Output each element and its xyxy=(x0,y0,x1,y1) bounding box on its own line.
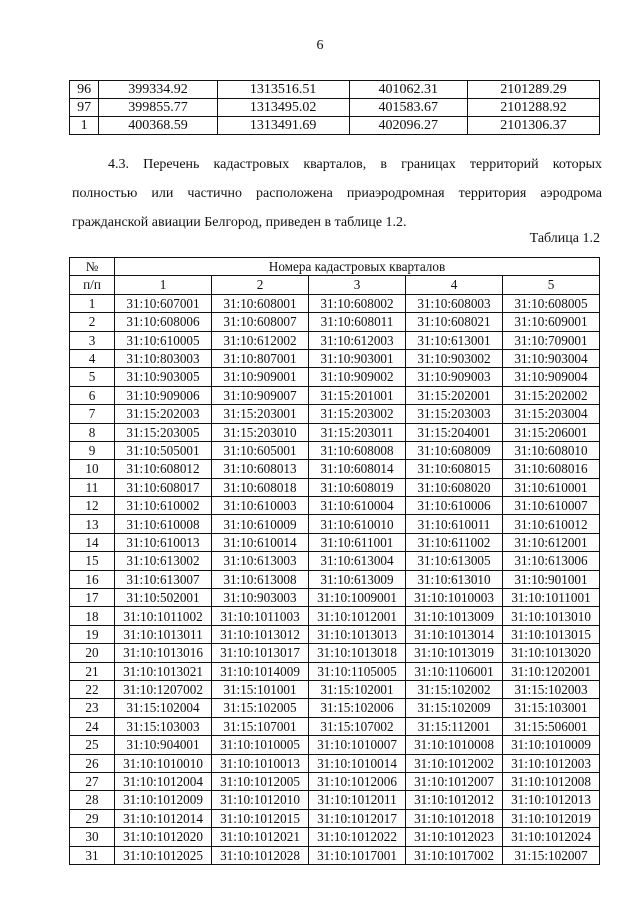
cadastral-number: 31:10:1012005 xyxy=(212,772,309,790)
cadastral-number: 31:10:1010014 xyxy=(309,754,406,772)
cadastral-number: 31:10:608010 xyxy=(503,441,600,459)
row-number: 18 xyxy=(70,607,115,625)
cadastral-number: 31:10:1012009 xyxy=(115,791,212,809)
table-cell: 1 xyxy=(70,117,99,135)
row-number: 16 xyxy=(70,570,115,588)
cadastral-number: 31:10:611001 xyxy=(309,533,406,551)
cadastral-number: 31:10:901001 xyxy=(503,570,600,588)
cadastral-number: 31:10:1017001 xyxy=(309,846,406,864)
cadastral-number: 31:10:1013018 xyxy=(309,644,406,662)
column-number: 5 xyxy=(503,276,600,294)
table-cell: 400368.59 xyxy=(99,117,217,135)
paragraph-line: полностью или частично расположена приаэродромная территория аэродрома xyxy=(72,186,602,201)
cadastral-number: 31:10:610006 xyxy=(406,497,503,515)
cadastral-number: 31:10:903003 xyxy=(212,589,309,607)
table-row xyxy=(70,680,600,698)
table-row xyxy=(70,405,600,423)
table-row xyxy=(70,809,600,827)
cadastral-number: 31:15:101001 xyxy=(212,680,309,698)
cadastral-number: 31:10:610009 xyxy=(212,515,309,533)
cadastral-number: 31:10:1013013 xyxy=(309,625,406,643)
row-number: 22 xyxy=(70,680,115,698)
cadastral-number: 31:10:612002 xyxy=(212,331,309,349)
cadastral-number: 31:10:1012018 xyxy=(406,809,503,827)
row-number: 12 xyxy=(70,497,115,515)
cadastral-number: 31:10:1013020 xyxy=(503,644,600,662)
cadastral-number: 31:10:1202001 xyxy=(503,662,600,680)
cadastral-number: 31:10:909007 xyxy=(212,386,309,404)
cadastral-number: 31:15:506001 xyxy=(503,717,600,735)
cadastral-number: 31:10:807001 xyxy=(212,349,309,367)
table-row xyxy=(70,717,600,735)
cadastral-number: 31:15:202003 xyxy=(115,405,212,423)
table-row xyxy=(70,441,600,459)
coordinates-table xyxy=(69,80,600,135)
row-number: 6 xyxy=(70,386,115,404)
table-cell: 96 xyxy=(70,81,99,99)
table-row xyxy=(70,552,600,570)
table-row xyxy=(70,349,600,367)
table-row xyxy=(70,478,600,496)
table-row xyxy=(70,386,600,404)
table-row xyxy=(70,736,600,754)
cadastral-number: 31:10:612001 xyxy=(503,533,600,551)
header-title: Номера кадастровых кварталов xyxy=(115,258,600,276)
cadastral-number: 31:10:608020 xyxy=(406,478,503,496)
cadastral-number: 31:10:613001 xyxy=(406,331,503,349)
cadastral-number: 31:10:1013011 xyxy=(115,625,212,643)
row-number: 5 xyxy=(70,368,115,386)
cadastral-number: 31:10:1013021 xyxy=(115,662,212,680)
cadastral-number: 31:15:107002 xyxy=(309,717,406,735)
cadastral-number: 31:15:202001 xyxy=(406,386,503,404)
cadastral-number: 31:10:1010007 xyxy=(309,736,406,754)
row-number: 30 xyxy=(70,828,115,846)
table-row xyxy=(70,846,600,864)
row-number: 7 xyxy=(70,405,115,423)
cadastral-number: 31:10:610003 xyxy=(212,497,309,515)
cadastral-number: 31:15:203011 xyxy=(309,423,406,441)
cadastral-number: 31:10:613010 xyxy=(406,570,503,588)
row-number: 29 xyxy=(70,809,115,827)
cadastral-number: 31:15:203005 xyxy=(115,423,212,441)
paragraph xyxy=(72,150,602,237)
cadastral-number: 31:10:1012017 xyxy=(309,809,406,827)
row-number: 31 xyxy=(70,846,115,864)
cadastral-number: 31:10:608014 xyxy=(309,460,406,478)
cadastral-number: 31:15:202002 xyxy=(503,386,600,404)
row-number: 3 xyxy=(70,331,115,349)
cadastral-number: 31:10:1012011 xyxy=(309,791,406,809)
cadastral-number: 31:10:1013009 xyxy=(406,607,503,625)
cadastral-number: 31:10:613007 xyxy=(115,570,212,588)
cadastral-number: 31:15:103001 xyxy=(503,699,600,717)
cadastral-number: 31:10:909002 xyxy=(309,368,406,386)
table-cell: 1313516.51 xyxy=(217,81,349,99)
table-row xyxy=(70,294,600,312)
cadastral-number: 31:10:1106001 xyxy=(406,662,503,680)
cadastral-number: 31:10:607001 xyxy=(115,294,212,312)
table-cell: 1313495.02 xyxy=(217,99,349,117)
row-number: 24 xyxy=(70,717,115,735)
cadastral-number: 31:10:608016 xyxy=(503,460,600,478)
table-cell: 399334.92 xyxy=(99,81,217,99)
cadastral-number: 31:10:1012001 xyxy=(309,607,406,625)
cadastral-number: 31:15:102006 xyxy=(309,699,406,717)
cadastral-number: 31:10:1105005 xyxy=(309,662,406,680)
cadastral-number: 31:15:203001 xyxy=(212,405,309,423)
cadastral-number: 31:10:1012020 xyxy=(115,828,212,846)
row-number: 8 xyxy=(70,423,115,441)
cadastral-number: 31:10:1012021 xyxy=(212,828,309,846)
table-row xyxy=(70,791,600,809)
cadastral-number: 31:10:613004 xyxy=(309,552,406,570)
cadastral-number: 31:10:803003 xyxy=(115,349,212,367)
table-cell: 2101289.29 xyxy=(467,81,599,99)
row-number: 15 xyxy=(70,552,115,570)
cadastral-number: 31:10:610001 xyxy=(503,478,600,496)
cadastral-number: 31:15:112001 xyxy=(406,717,503,735)
cadastral-number: 31:10:1010003 xyxy=(406,589,503,607)
cadastral-number: 31:10:1011001 xyxy=(503,589,600,607)
cadastral-number: 31:10:909001 xyxy=(212,368,309,386)
cadastral-number: 31:10:608015 xyxy=(406,460,503,478)
cadastral-number: 31:10:1011002 xyxy=(115,607,212,625)
table-cell: 399855.77 xyxy=(99,99,217,117)
row-number: 19 xyxy=(70,625,115,643)
cadastral-number: 31:10:608019 xyxy=(309,478,406,496)
cadastral-number: 31:10:1013016 xyxy=(115,644,212,662)
page-number: 6 xyxy=(316,38,324,53)
cadastral-number: 31:10:1013014 xyxy=(406,625,503,643)
paragraph-line: 4.3. Перечень кадастровых кварталов, в границах территорий которых xyxy=(108,157,602,172)
row-number: 25 xyxy=(70,736,115,754)
cadastral-number: 31:10:909003 xyxy=(406,368,503,386)
row-number: 21 xyxy=(70,662,115,680)
cadastral-number: 31:10:613005 xyxy=(406,552,503,570)
cadastral-number: 31:10:610002 xyxy=(115,497,212,515)
cadastral-quarters-table xyxy=(69,257,600,865)
cadastral-number: 31:10:609001 xyxy=(503,313,600,331)
cadastral-number: 31:10:1012019 xyxy=(503,809,600,827)
row-number: 23 xyxy=(70,699,115,717)
row-number: 28 xyxy=(70,791,115,809)
row-number: 14 xyxy=(70,533,115,551)
cadastral-number: 31:15:204001 xyxy=(406,423,503,441)
table-cell: 97 xyxy=(70,99,99,117)
table-row xyxy=(70,699,600,717)
cadastral-number: 31:15:206001 xyxy=(503,423,600,441)
cadastral-number: 31:10:1012013 xyxy=(503,791,600,809)
cadastral-number: 31:15:203003 xyxy=(406,405,503,423)
cadastral-number: 31:10:1011003 xyxy=(212,607,309,625)
table-row xyxy=(70,423,600,441)
cadastral-number: 31:10:903004 xyxy=(503,349,600,367)
paragraph-line: гражданской авиации Белгород, приведен в таблице 1.2. xyxy=(72,215,407,230)
cadastral-number: 31:15:201001 xyxy=(309,386,406,404)
cadastral-number: 31:15:102001 xyxy=(309,680,406,698)
table-row xyxy=(70,625,600,643)
cadastral-number: 31:10:608012 xyxy=(115,460,212,478)
cadastral-number: 31:10:709001 xyxy=(503,331,600,349)
table-cell: 401583.67 xyxy=(349,99,467,117)
table-row xyxy=(70,460,600,478)
cadastral-number: 31:10:613009 xyxy=(309,570,406,588)
cadastral-number: 31:10:608002 xyxy=(309,294,406,312)
cadastral-number: 31:10:1012023 xyxy=(406,828,503,846)
cadastral-number: 31:10:1013019 xyxy=(406,644,503,662)
cadastral-number: 31:10:1013015 xyxy=(503,625,600,643)
table-row xyxy=(70,331,600,349)
cadastral-number: 31:10:1012010 xyxy=(212,791,309,809)
cadastral-number: 31:10:1010013 xyxy=(212,754,309,772)
cadastral-number: 31:10:1012006 xyxy=(309,772,406,790)
row-number: 1 xyxy=(70,294,115,312)
table-row xyxy=(70,754,600,772)
row-number: 26 xyxy=(70,754,115,772)
table-row xyxy=(70,644,600,662)
cadastral-number: 31:10:1012003 xyxy=(503,754,600,772)
row-number: 27 xyxy=(70,772,115,790)
cadastral-number: 31:10:608003 xyxy=(406,294,503,312)
cadastral-number: 31:10:903001 xyxy=(309,349,406,367)
cadastral-number: 31:10:1012025 xyxy=(115,846,212,864)
table-row xyxy=(70,662,600,680)
cadastral-number: 31:15:102002 xyxy=(406,680,503,698)
table-row xyxy=(70,607,600,625)
cadastral-number: 31:10:613008 xyxy=(212,570,309,588)
cadastral-number: 31:10:1012014 xyxy=(115,809,212,827)
table-row xyxy=(70,828,600,846)
cadastral-number: 31:10:1010009 xyxy=(503,736,600,754)
table-row xyxy=(70,497,600,515)
cadastral-number: 31:15:102005 xyxy=(212,699,309,717)
cadastral-number: 31:15:102003 xyxy=(503,680,600,698)
table-row xyxy=(70,589,600,607)
cadastral-number: 31:10:610005 xyxy=(115,331,212,349)
cadastral-number: 31:10:1010008 xyxy=(406,736,503,754)
cadastral-number: 31:10:903005 xyxy=(115,368,212,386)
cadastral-number: 31:10:608005 xyxy=(503,294,600,312)
cadastral-number: 31:10:909004 xyxy=(503,368,600,386)
cadastral-number: 31:10:1012022 xyxy=(309,828,406,846)
cadastral-number: 31:10:613006 xyxy=(503,552,600,570)
cadastral-number: 31:15:102004 xyxy=(115,699,212,717)
cadastral-number: 31:15:203004 xyxy=(503,405,600,423)
table-row xyxy=(70,99,600,117)
row-number: 20 xyxy=(70,644,115,662)
cadastral-number: 31:10:1012015 xyxy=(212,809,309,827)
cadastral-number: 31:10:610010 xyxy=(309,515,406,533)
cadastral-number: 31:15:102009 xyxy=(406,699,503,717)
row-number: 13 xyxy=(70,515,115,533)
column-number: 2 xyxy=(212,276,309,294)
cadastral-number: 31:10:502001 xyxy=(115,589,212,607)
cadastral-number: 31:15:103003 xyxy=(115,717,212,735)
table-caption: Таблица 1.2 xyxy=(529,231,600,246)
cadastral-number: 31:10:909006 xyxy=(115,386,212,404)
cadastral-number: 31:15:107001 xyxy=(212,717,309,735)
cadastral-number: 31:10:608021 xyxy=(406,313,503,331)
cadastral-number: 31:15:203010 xyxy=(212,423,309,441)
cadastral-number: 31:10:610013 xyxy=(115,533,212,551)
cadastral-number: 31:10:608011 xyxy=(309,313,406,331)
table-row xyxy=(70,117,600,135)
cadastral-number: 31:10:608009 xyxy=(406,441,503,459)
column-number: 4 xyxy=(406,276,503,294)
cadastral-number: 31:10:610012 xyxy=(503,515,600,533)
column-number: 1 xyxy=(115,276,212,294)
cadastral-number: 31:10:1013012 xyxy=(212,625,309,643)
header-number-pp: п/п xyxy=(70,276,115,294)
cadastral-number: 31:10:1012028 xyxy=(212,846,309,864)
cadastral-number: 31:10:610007 xyxy=(503,497,600,515)
column-number: 3 xyxy=(309,276,406,294)
table-row xyxy=(70,313,600,331)
row-number: 4 xyxy=(70,349,115,367)
cadastral-number: 31:10:608013 xyxy=(212,460,309,478)
cadastral-number: 31:10:613002 xyxy=(115,552,212,570)
cadastral-number: 31:10:505001 xyxy=(115,441,212,459)
table-cell: 1313491.69 xyxy=(217,117,349,135)
cadastral-number: 31:10:903002 xyxy=(406,349,503,367)
cadastral-number: 31:10:605001 xyxy=(212,441,309,459)
row-number: 9 xyxy=(70,441,115,459)
cadastral-number: 31:10:611002 xyxy=(406,533,503,551)
table-cell: 402096.27 xyxy=(349,117,467,135)
table-row xyxy=(70,515,600,533)
cadastral-number: 31:10:610014 xyxy=(212,533,309,551)
cadastral-number: 31:10:1010005 xyxy=(212,736,309,754)
table-row xyxy=(70,570,600,588)
table-row xyxy=(70,772,600,790)
cadastral-number: 31:10:904001 xyxy=(115,736,212,754)
cadastral-number: 31:10:610011 xyxy=(406,515,503,533)
table-cell: 2101306.37 xyxy=(467,117,599,135)
cadastral-number: 31:10:608006 xyxy=(115,313,212,331)
table-row xyxy=(70,81,600,99)
row-number: 2 xyxy=(70,313,115,331)
cadastral-number: 31:10:608007 xyxy=(212,313,309,331)
cadastral-number: 31:10:610008 xyxy=(115,515,212,533)
cadastral-number: 31:10:1012004 xyxy=(115,772,212,790)
cadastral-number: 31:10:1009001 xyxy=(309,589,406,607)
cadastral-number: 31:10:1012024 xyxy=(503,828,600,846)
cadastral-number: 31:10:612003 xyxy=(309,331,406,349)
cadastral-number: 31:10:1012007 xyxy=(406,772,503,790)
cadastral-number: 31:10:1207002 xyxy=(115,680,212,698)
table-cell: 401062.31 xyxy=(349,81,467,99)
cadastral-number: 31:10:1014009 xyxy=(212,662,309,680)
row-number: 17 xyxy=(70,589,115,607)
row-number: 11 xyxy=(70,478,115,496)
cadastral-number: 31:10:1012008 xyxy=(503,772,600,790)
cadastral-number: 31:10:1012012 xyxy=(406,791,503,809)
cadastral-number: 31:10:610004 xyxy=(309,497,406,515)
cadastral-number: 31:10:1010010 xyxy=(115,754,212,772)
cadastral-number: 31:10:608018 xyxy=(212,478,309,496)
cadastral-number: 31:15:203002 xyxy=(309,405,406,423)
cadastral-number: 31:10:1013017 xyxy=(212,644,309,662)
row-number: 10 xyxy=(70,460,115,478)
header-number: № xyxy=(70,258,115,276)
cadastral-number: 31:15:102007 xyxy=(503,846,600,864)
table-row xyxy=(70,368,600,386)
cadastral-number: 31:10:1013010 xyxy=(503,607,600,625)
table-cell: 2101288.92 xyxy=(467,99,599,117)
cadastral-number: 31:10:1017002 xyxy=(406,846,503,864)
cadastral-number: 31:10:608008 xyxy=(309,441,406,459)
cadastral-number: 31:10:608017 xyxy=(115,478,212,496)
cadastral-number: 31:10:1012002 xyxy=(406,754,503,772)
cadastral-number: 31:10:608001 xyxy=(212,294,309,312)
table-row xyxy=(70,533,600,551)
cadastral-number: 31:10:613003 xyxy=(212,552,309,570)
